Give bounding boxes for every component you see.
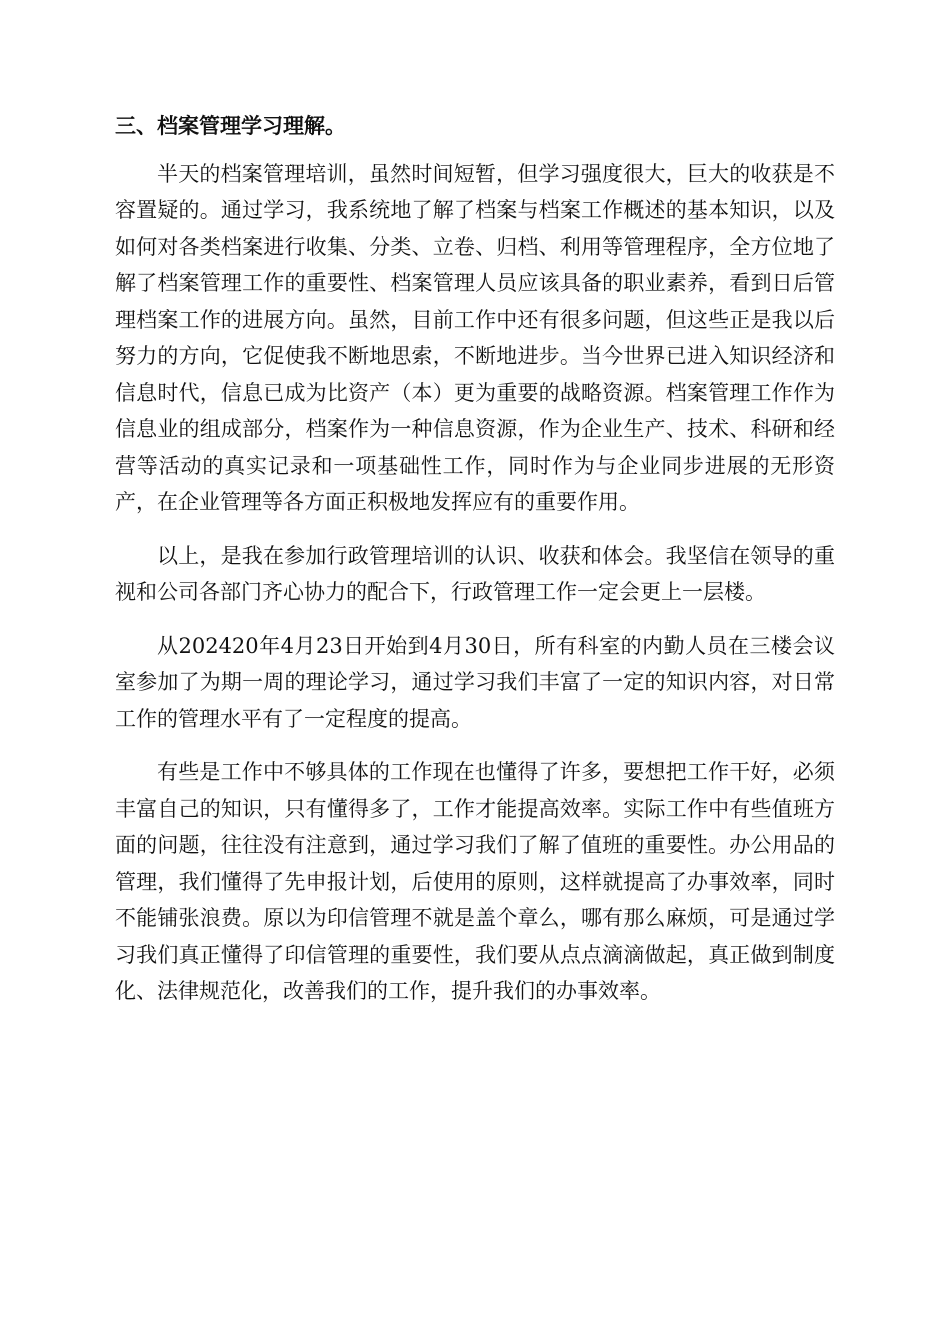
document-body <box>115 108 835 1027</box>
section-heading: 三、档案管理学习理解。 <box>115 114 346 138</box>
paragraph-work-improvement: 有些是工作中不够具体的工作现在也懂得了许多，要想把工作干好，必须丰富自己的知识，只有懂得多了，工作才能提高效率。实际工作中有些值班方面的问题，往往没有注意到，通过学习我们了解了值班的重要性。办公用品的管理，我们懂得了先申报计划，后使用的原则，这样就提高了办事效率，同时不能铺张浪费。原以为印信管理不就是盖个章么，哪有那么麻烦，可是通过学习我们真正懂得了印信管理的重要性，我们要从点点滴滴做起，真正做到制度化、法律规范化，改善我们的工作，提升我们的办事效率。 <box>115 760 835 1003</box>
paragraph-summary: 以上，是我在参加行政管理培训的认识、收获和体会。我坚信在领导的重视和公司各部门齐心协力的配合下，行政管理工作一定会更上一层楼。 <box>115 543 835 604</box>
paragraph-study-period: 从202420年4月23日开始到4月30日，所有科室的内勤人员在三楼会议室参加了为期一周的理论学习，通过学习我们丰富了一定的知识内容，对日常工作的管理水平有了一定程度的提高。 <box>115 633 835 731</box>
paragraph-archive-training: 半天的档案管理培训，虽然时间短暂，但学习强度很大，巨大的收获是不容置疑的。通过学习，我系统地了解了档案与档案工作概述的基本知识，以及如何对各类档案进行收集、分类、立卷、归档、利用等管理程序，全方位地了解了档案管理工作的重要性、档案管理人员应该具备的职业素养，看到日后管理档案工作的进展方向。虽然，目前工作中还有很多问题，但这些正是我以后努力的方向，它促使我不断地思索，不断地进步。当今世界已进入知识经济和信息时代，信息已成为比资产（本）更为重要的战略资源。档案管理工作作为信息业的组成部分，档案作为一种信息资源，作为企业生产、技术、科研和经营等活动的真实记录和一项基础性工作，同时作为与企业同步进展的无形资产，在企业管理等各方面正积极地发挥应有的重要作用。 <box>115 161 835 514</box>
